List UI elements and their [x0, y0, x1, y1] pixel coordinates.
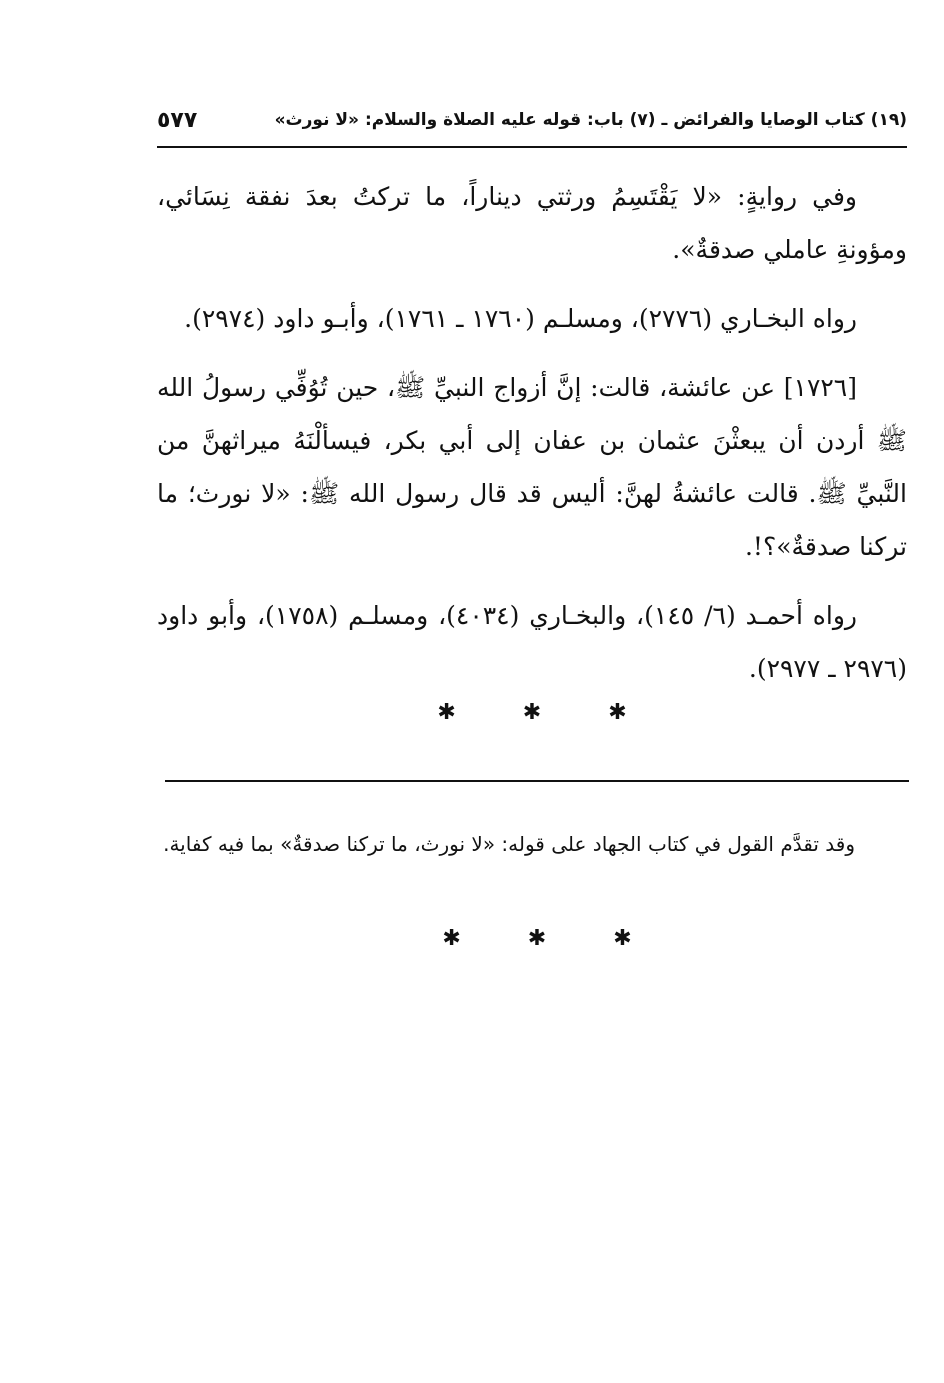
paragraph-hadith-1726: [١٧٢٦] عن عائشة، قالت: إنَّ أزواج النبيِّ ﷺ، حين تُوُفِّي رسولُ الله ﷺ أردن أن يبعثْنَ عثمان بن عفان إلى أبي بكر، فيسألْنَهُ ميراثهنَّ من النَّبيِّ ﷺ. قالت عائشةُ لهنَّ: أليس قد قال رسول الله ﷺ: «لا نورث؛ ما تركنا صدقةٌ»؟!. — [157, 373, 907, 561]
separator-star: ✱ — [522, 700, 542, 725]
page-header — [157, 100, 907, 140]
paragraph-citation-1: رواه البخـاري (٢٧٧٦)، ومسلـم (١٧٦٠ ـ ١٧٦١)، وأبـو داود (٢٩٧٤). — [184, 304, 857, 333]
footnote-rule — [165, 780, 909, 782]
separator-star: ✱ — [527, 926, 547, 951]
separator-star: ✱ — [437, 700, 456, 725]
paragraph-citation-2: رواه أحمـد (٦/ ١٤٥)، والبخـاري (٤٠٣٤)، ومسلـم (١٧٥٨)، وأبو داود (٢٩٧٦ ـ ٢٩٧٧). — [157, 601, 907, 683]
page-number: ٥٧٧ — [157, 107, 198, 133]
commentary-note — [160, 822, 905, 866]
running-title: (١٩) كتاب الوصايا والفرائض ـ (٧) باب: قوله عليه الصلاة والسلام: «لا نورث» — [274, 110, 907, 130]
main-text — [157, 170, 907, 711]
separator-star: ✱ — [613, 926, 632, 951]
paragraph-variant-narration: وفي روايةٍ: «لا يَقْتَسِمُ ورثتي ديناراً، ما تركتُ بعدَ نفقة نِسَائي، ومؤونةِ عاملي صدقةٌ». — [157, 182, 907, 264]
separator-star: ✱ — [442, 926, 461, 951]
commentary-text: وقد تقدَّم القول في كتاب الجهاد على قوله: «لا نورث، ما تركنا صدقةٌ» بما فيه كفاية. — [163, 832, 855, 856]
section-separator — [157, 700, 907, 725]
header-rule — [157, 146, 907, 148]
section-separator — [157, 926, 917, 951]
separator-star: ✱ — [608, 700, 627, 725]
